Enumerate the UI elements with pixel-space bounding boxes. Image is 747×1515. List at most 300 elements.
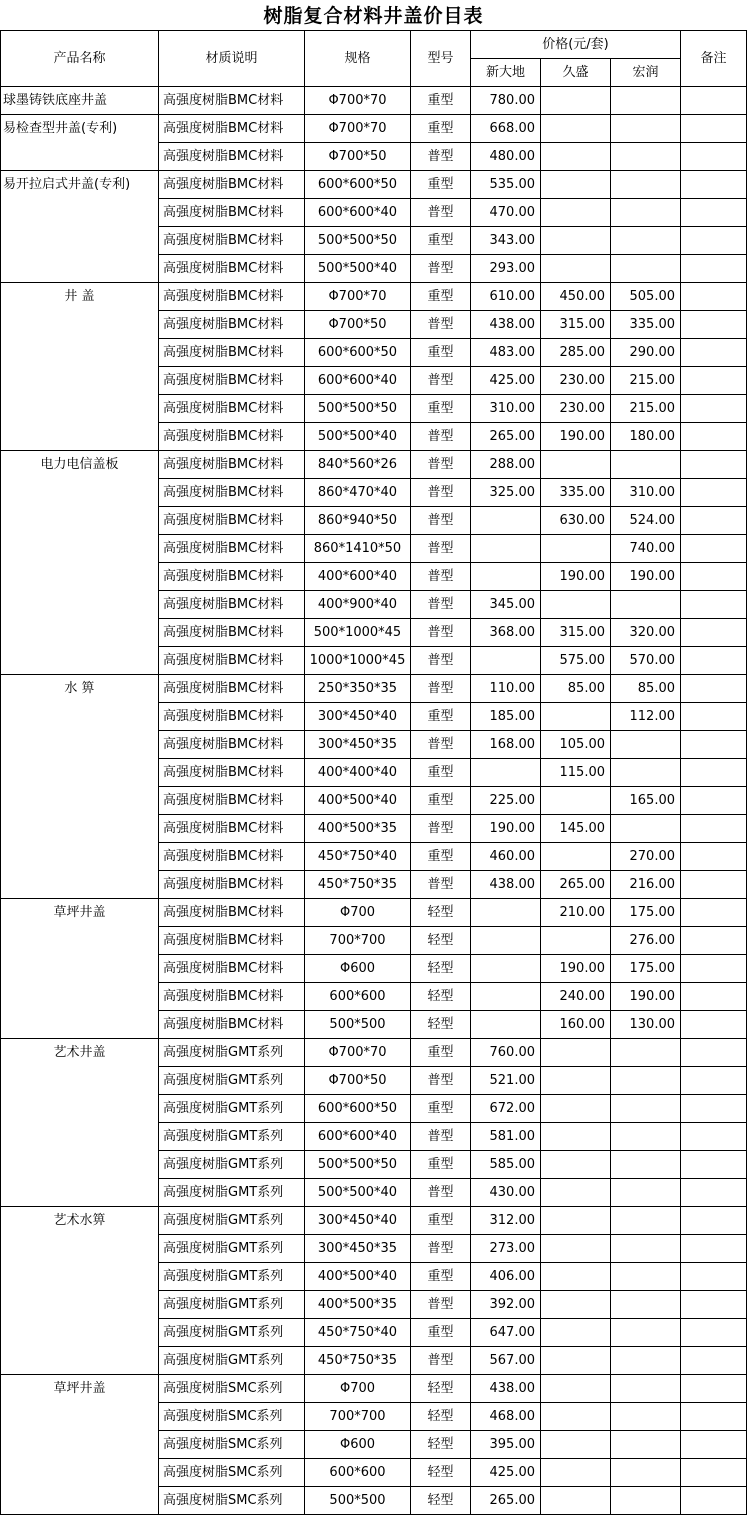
spec-cell: Φ700*50 [305,143,411,171]
price-jiusheng-cell [541,1123,611,1151]
material-cell: 高强度树脂BMC材料 [159,1011,305,1039]
note-cell [681,703,747,731]
material-cell: 高强度树脂BMC材料 [159,479,305,507]
table-row [1,675,747,703]
product-name-cell [1,1011,159,1039]
price-hongrun-cell [611,1179,681,1207]
price-hongrun-cell [611,143,681,171]
spec-cell: 700*700 [305,1403,411,1431]
material-cell: 高强度树脂BMC材料 [159,171,305,199]
product-name-cell [1,647,159,675]
type-cell: 重型 [411,1207,471,1235]
spec-cell: 500*500*50 [305,395,411,423]
note-cell [681,311,747,339]
type-cell: 轻型 [411,1375,471,1403]
price-jiusheng-cell: 190.00 [541,955,611,983]
spec-cell: 400*500*35 [305,815,411,843]
note-cell [681,367,747,395]
note-cell [681,115,747,143]
note-cell [681,787,747,815]
material-cell: 高强度树脂BMC材料 [159,115,305,143]
price-hongrun-cell [611,1459,681,1487]
price-xindadi-cell: 438.00 [471,311,541,339]
spec-cell: Φ600 [305,955,411,983]
table-row [1,1235,747,1263]
price-hongrun-cell [611,1375,681,1403]
material-cell: 高强度树脂GMT系列 [159,1039,305,1067]
price-hongrun-cell [611,1291,681,1319]
price-jiusheng-cell: 160.00 [541,1011,611,1039]
price-hongrun-cell: 175.00 [611,955,681,983]
price-xindadi-cell: 185.00 [471,703,541,731]
price-jiusheng-cell [541,1459,611,1487]
type-cell: 轻型 [411,1011,471,1039]
type-cell: 普型 [411,731,471,759]
price-hongrun-cell [611,115,681,143]
material-cell: 高强度树脂GMT系列 [159,1319,305,1347]
price-xindadi-cell: 672.00 [471,1095,541,1123]
price-jiusheng-cell [541,927,611,955]
price-xindadi-cell [471,563,541,591]
table-row [1,1319,747,1347]
price-jiusheng-cell [541,1487,611,1515]
spec-cell: 400*500*40 [305,787,411,815]
header-row [1,31,747,59]
spec-cell: 500*500*40 [305,423,411,451]
spec-cell: 500*500*40 [305,1179,411,1207]
price-xindadi-cell: 668.00 [471,115,541,143]
price-xindadi-cell: 310.00 [471,395,541,423]
price-jiusheng-cell [541,1039,611,1067]
type-cell: 普型 [411,563,471,591]
spec-cell: Φ700 [305,1375,411,1403]
spec-cell: Φ700*70 [305,115,411,143]
material-cell: 高强度树脂GMT系列 [159,1151,305,1179]
type-cell: 重型 [411,1039,471,1067]
product-name-cell [1,1459,159,1487]
price-xindadi-cell: 585.00 [471,1151,541,1179]
price-hongrun-cell [611,731,681,759]
type-cell: 普型 [411,479,471,507]
product-name-cell [1,1487,159,1515]
price-xindadi-cell [471,955,541,983]
price-hongrun-cell: 215.00 [611,395,681,423]
price-xindadi-cell [471,983,541,1011]
table-row [1,1179,747,1207]
spec-cell: 600*600*40 [305,1123,411,1151]
note-cell [681,1319,747,1347]
type-cell: 轻型 [411,1487,471,1515]
note-cell [681,1011,747,1039]
note-cell [681,1123,747,1151]
spec-cell: 1000*1000*45 [305,647,411,675]
price-jiusheng-cell [541,1095,611,1123]
price-jiusheng-cell: 240.00 [541,983,611,1011]
product-name-cell [1,871,159,899]
price-jiusheng-cell: 315.00 [541,619,611,647]
table-row [1,87,747,115]
price-xindadi-cell: 535.00 [471,171,541,199]
material-cell: 高强度树脂BMC材料 [159,227,305,255]
product-name-cell [1,1319,159,1347]
price-hongrun-cell [611,1123,681,1151]
material-cell: 高强度树脂BMC材料 [159,395,305,423]
note-cell [681,955,747,983]
product-name-cell [1,927,159,955]
price-hongrun-cell: 85.00 [611,675,681,703]
price-xindadi-cell [471,899,541,927]
note-cell [681,1039,747,1067]
spec-cell: 700*700 [305,927,411,955]
spec-cell: 450*750*35 [305,871,411,899]
spec-cell: 860*940*50 [305,507,411,535]
material-cell: 高强度树脂BMC材料 [159,591,305,619]
type-cell: 普型 [411,619,471,647]
material-cell: 高强度树脂BMC材料 [159,899,305,927]
spec-cell: 500*500*40 [305,255,411,283]
price-xindadi-cell: 581.00 [471,1123,541,1151]
material-cell: 高强度树脂GMT系列 [159,1291,305,1319]
product-name-cell: 易检查型井盖(专利) [1,115,159,143]
table-row [1,815,747,843]
spec-cell: Φ600 [305,1431,411,1459]
material-cell: 高强度树脂BMC材料 [159,423,305,451]
spec-cell: 600*600*40 [305,367,411,395]
header-material: 材质说明 [159,31,305,87]
table-row [1,619,747,647]
spec-cell: Φ700*50 [305,1067,411,1095]
price-hongrun-cell [611,759,681,787]
price-jiusheng-cell: 575.00 [541,647,611,675]
header-price: 价格(元/套) [471,31,681,59]
table-row [1,759,747,787]
header-type: 型号 [411,31,471,87]
table-row [1,1011,747,1039]
header-vendor-jiusheng: 久盛 [541,59,611,87]
spec-cell: 500*500 [305,1487,411,1515]
note-cell [681,479,747,507]
price-hongrun-cell [611,1039,681,1067]
price-jiusheng-cell: 85.00 [541,675,611,703]
price-jiusheng-cell: 315.00 [541,311,611,339]
price-jiusheng-cell: 115.00 [541,759,611,787]
price-hongrun-cell [611,1487,681,1515]
price-jiusheng-cell: 335.00 [541,479,611,507]
price-jiusheng-cell [541,1235,611,1263]
type-cell: 重型 [411,1319,471,1347]
note-cell [681,1403,747,1431]
table-row [1,115,747,143]
price-xindadi-cell: 343.00 [471,227,541,255]
note-cell [681,647,747,675]
price-hongrun-cell [611,87,681,115]
table-row [1,423,747,451]
product-name-cell [1,1263,159,1291]
material-cell: 高强度树脂SMC系列 [159,1403,305,1431]
type-cell: 普型 [411,199,471,227]
product-name-cell [1,507,159,535]
spec-cell: 400*400*40 [305,759,411,787]
table-row [1,647,747,675]
price-xindadi-cell: 470.00 [471,199,541,227]
price-jiusheng-cell [541,1179,611,1207]
price-hongrun-cell [611,255,681,283]
spec-cell: 400*500*40 [305,1263,411,1291]
note-cell [681,423,747,451]
price-hongrun-cell [611,199,681,227]
product-name-cell [1,143,159,171]
material-cell: 高强度树脂BMC材料 [159,87,305,115]
material-cell: 高强度树脂BMC材料 [159,703,305,731]
table-row [1,535,747,563]
table-row [1,479,747,507]
material-cell: 高强度树脂GMT系列 [159,1347,305,1375]
type-cell: 普型 [411,311,471,339]
type-cell: 普型 [411,1179,471,1207]
type-cell: 普型 [411,1067,471,1095]
price-jiusheng-cell: 145.00 [541,815,611,843]
product-name-cell [1,591,159,619]
material-cell: 高强度树脂SMC系列 [159,1487,305,1515]
spec-cell: 600*600*50 [305,171,411,199]
note-cell [681,1151,747,1179]
price-jiusheng-cell [541,591,611,619]
table-row [1,1151,747,1179]
note-cell [681,255,747,283]
table-row [1,1459,747,1487]
price-hongrun-cell: 112.00 [611,703,681,731]
spec-cell: 860*470*40 [305,479,411,507]
price-xindadi-cell: 425.00 [471,1459,541,1487]
material-cell: 高强度树脂GMT系列 [159,1095,305,1123]
price-jiusheng-cell [541,1263,611,1291]
product-name-cell [1,311,159,339]
spec-cell: 450*750*40 [305,1319,411,1347]
material-cell: 高强度树脂SMC系列 [159,1459,305,1487]
price-jiusheng-cell: 190.00 [541,563,611,591]
price-jiusheng-cell: 630.00 [541,507,611,535]
price-xindadi-cell: 460.00 [471,843,541,871]
material-cell: 高强度树脂BMC材料 [159,535,305,563]
price-xindadi-cell: 312.00 [471,1207,541,1235]
spec-cell: 600*600 [305,983,411,1011]
price-jiusheng-cell: 190.00 [541,423,611,451]
price-hongrun-cell: 505.00 [611,283,681,311]
type-cell: 轻型 [411,927,471,955]
price-hongrun-cell [611,451,681,479]
material-cell: 高强度树脂BMC材料 [159,563,305,591]
price-jiusheng-cell: 285.00 [541,339,611,367]
spec-cell: 250*350*35 [305,675,411,703]
table-row [1,1403,747,1431]
spec-cell: 600*600*50 [305,1095,411,1123]
price-xindadi-cell: 293.00 [471,255,541,283]
price-xindadi-cell [471,647,541,675]
note-cell [681,759,747,787]
price-hongrun-cell: 320.00 [611,619,681,647]
material-cell: 高强度树脂BMC材料 [159,731,305,759]
price-jiusheng-cell [541,451,611,479]
product-name-cell: 草坪井盖 [1,1375,159,1403]
type-cell: 轻型 [411,1403,471,1431]
price-jiusheng-cell [541,227,611,255]
type-cell: 重型 [411,283,471,311]
price-hongrun-cell: 570.00 [611,647,681,675]
product-name-cell: 易开拉启式井盖(专利) [1,171,159,199]
price-hongrun-cell [611,1207,681,1235]
type-cell: 普型 [411,815,471,843]
price-jiusheng-cell: 210.00 [541,899,611,927]
price-hongrun-cell: 335.00 [611,311,681,339]
spec-cell: Φ700*50 [305,311,411,339]
type-cell: 重型 [411,843,471,871]
price-jiusheng-cell: 450.00 [541,283,611,311]
price-jiusheng-cell [541,1403,611,1431]
price-hongrun-cell [611,815,681,843]
price-jiusheng-cell [541,1067,611,1095]
product-name-cell: 草坪井盖 [1,899,159,927]
price-xindadi-cell: 430.00 [471,1179,541,1207]
header-note: 备注 [681,31,747,87]
product-name-cell: 井 盖 [1,283,159,311]
spec-cell: Φ700*70 [305,1039,411,1067]
price-xindadi-cell: 265.00 [471,1487,541,1515]
type-cell: 普型 [411,535,471,563]
price-jiusheng-cell [541,171,611,199]
type-cell: 普型 [411,1347,471,1375]
product-name-cell [1,423,159,451]
price-hongrun-cell: 130.00 [611,1011,681,1039]
spec-cell: 840*560*26 [305,451,411,479]
price-jiusheng-cell [541,255,611,283]
table-row [1,1095,747,1123]
price-xindadi-cell: 480.00 [471,143,541,171]
table-row [1,563,747,591]
price-jiusheng-cell [541,1291,611,1319]
type-cell: 普型 [411,1235,471,1263]
note-cell [681,843,747,871]
material-cell: 高强度树脂BMC材料 [159,339,305,367]
note-cell [681,451,747,479]
price-jiusheng-cell [541,199,611,227]
spec-cell: 600*600*50 [305,339,411,367]
table-row [1,451,747,479]
spec-cell: 500*500 [305,1011,411,1039]
price-hongrun-cell: 165.00 [611,787,681,815]
price-jiusheng-cell: 230.00 [541,367,611,395]
type-cell: 重型 [411,171,471,199]
price-xindadi-cell: 345.00 [471,591,541,619]
price-hongrun-cell [611,1347,681,1375]
price-hongrun-cell: 290.00 [611,339,681,367]
material-cell: 高强度树脂BMC材料 [159,675,305,703]
product-name-cell [1,1403,159,1431]
material-cell: 高强度树脂GMT系列 [159,1263,305,1291]
product-name-cell [1,339,159,367]
product-name-cell [1,535,159,563]
price-xindadi-cell: 368.00 [471,619,541,647]
type-cell: 重型 [411,339,471,367]
type-cell: 普型 [411,647,471,675]
page-title: 树脂复合材料井盖价目表 [263,5,484,27]
table-row [1,199,747,227]
product-name-cell [1,395,159,423]
material-cell: 高强度树脂GMT系列 [159,1235,305,1263]
note-cell [681,1459,747,1487]
type-cell: 普型 [411,1291,471,1319]
product-name-cell [1,815,159,843]
type-cell: 重型 [411,787,471,815]
table-row [1,787,747,815]
table-row [1,983,747,1011]
spec-cell: 500*500*50 [305,227,411,255]
price-xindadi-cell: 780.00 [471,87,541,115]
note-cell [681,983,747,1011]
price-xindadi-cell [471,507,541,535]
type-cell: 重型 [411,115,471,143]
price-xindadi-cell [471,1011,541,1039]
product-name-cell [1,1123,159,1151]
material-cell: 高强度树脂BMC材料 [159,255,305,283]
price-hongrun-cell: 215.00 [611,367,681,395]
material-cell: 高强度树脂SMC系列 [159,1431,305,1459]
table-row [1,1207,747,1235]
price-xindadi-cell: 425.00 [471,367,541,395]
price-jiusheng-cell [541,1151,611,1179]
table-row [1,927,747,955]
spec-cell: Φ700 [305,899,411,927]
price-jiusheng-cell [541,787,611,815]
price-xindadi-cell [471,927,541,955]
price-hongrun-cell: 190.00 [611,983,681,1011]
table-row [1,1291,747,1319]
table-row [1,227,747,255]
material-cell: 高强度树脂BMC材料 [159,759,305,787]
price-table [0,30,747,1515]
note-cell [681,563,747,591]
price-xindadi-cell: 288.00 [471,451,541,479]
table-row [1,143,747,171]
material-cell: 高强度树脂GMT系列 [159,1207,305,1235]
table-row [1,1487,747,1515]
note-cell [681,1263,747,1291]
material-cell: 高强度树脂BMC材料 [159,955,305,983]
material-cell: 高强度树脂GMT系列 [159,1123,305,1151]
note-cell [681,283,747,311]
table-row [1,339,747,367]
price-jiusheng-cell: 105.00 [541,731,611,759]
price-xindadi-cell: 110.00 [471,675,541,703]
note-cell [681,1487,747,1515]
price-jiusheng-cell: 230.00 [541,395,611,423]
price-xindadi-cell: 647.00 [471,1319,541,1347]
type-cell: 重型 [411,227,471,255]
material-cell: 高强度树脂BMC材料 [159,983,305,1011]
spec-cell: 300*450*40 [305,1207,411,1235]
price-jiusheng-cell [541,1375,611,1403]
note-cell [681,1067,747,1095]
spec-cell: 600*600*40 [305,199,411,227]
price-hongrun-cell: 740.00 [611,535,681,563]
product-name-cell [1,1431,159,1459]
table-row [1,1039,747,1067]
table-row [1,1123,747,1151]
product-name-cell [1,1347,159,1375]
price-jiusheng-cell: 265.00 [541,871,611,899]
price-xindadi-cell [471,759,541,787]
note-cell [681,199,747,227]
product-name-cell [1,703,159,731]
